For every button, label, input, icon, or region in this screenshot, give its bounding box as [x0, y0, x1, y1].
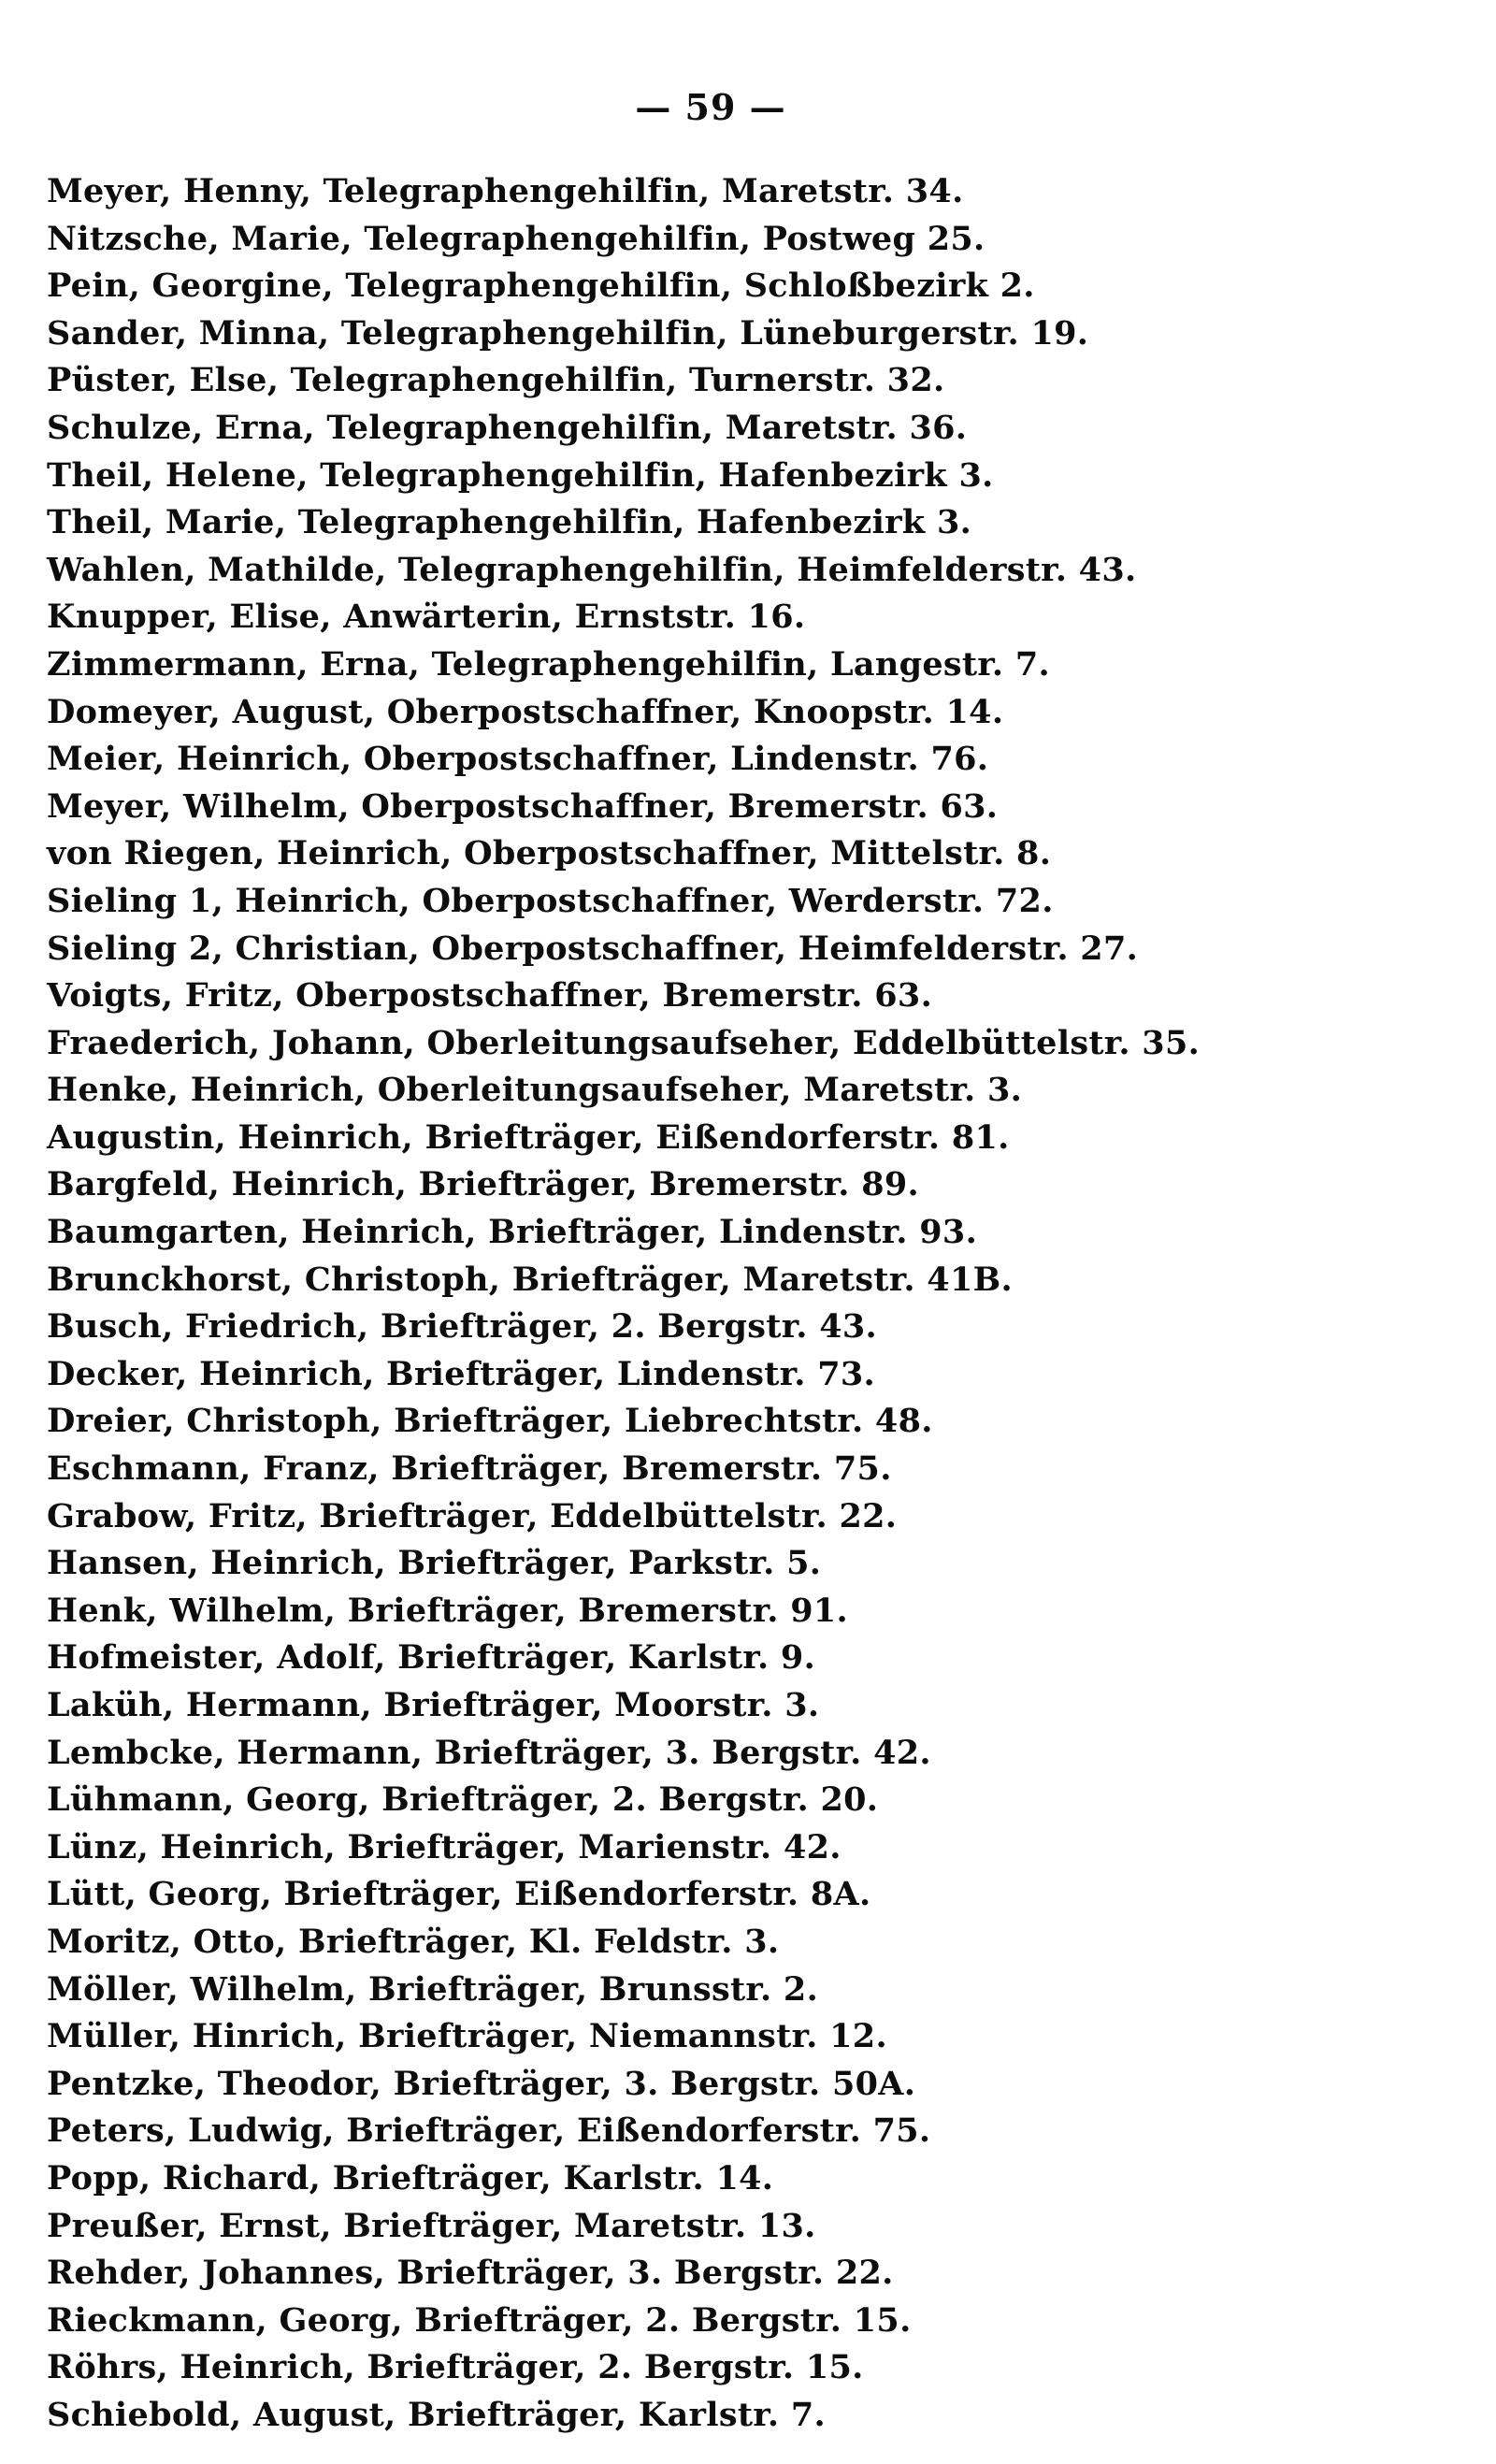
directory-entry: Schiebold, August, Briefträger, Karlstr. 7.	[47, 2395, 826, 2434]
directory-entry: Laküh, Hermann, Briefträger, Moorstr. 3.	[47, 1686, 820, 1724]
directory-entry: von Riegen, Heinrich, Oberpostschaffner, Mittelstr. 8.	[47, 834, 1052, 873]
directory-entry: Domeyer, August, Oberpostschaffner, Knoopstr. 14.	[47, 692, 1004, 731]
directory-entry: Lünz, Heinrich, Briefträger, Marienstr. 42.	[47, 1827, 842, 1866]
directory-entry: Meier, Heinrich, Oberpostschaffner, Lindenstr. 76.	[47, 740, 989, 779]
directory-entry: Schulze, Erna, Telegraphengehilfin, Maretstr. 36.	[47, 408, 968, 447]
directory-entry: Henk, Wilhelm, Briefträger, Bremerstr. 91.	[47, 1591, 849, 1630]
directory-entry: Voigts, Fritz, Oberpostschaffner, Bremerstr. 63.	[47, 976, 933, 1016]
directory-entry: Moritz, Otto, Briefträger, Kl. Feldstr. 3.	[47, 1922, 780, 1961]
directory-entry: Knupper, Elise, Anwärterin, Ernststr. 16.	[47, 598, 806, 637]
directory-entry: Grabow, Fritz, Briefträger, Eddelbüttelstr. 22.	[47, 1496, 898, 1535]
directory-entry: Hansen, Heinrich, Briefträger, Parkstr. 5.	[47, 1544, 822, 1583]
directory-entry: Sieling 2, Christian, Oberpostschaffner, Heimfelderstr. 27.	[47, 929, 1139, 968]
directory-entry: Decker, Heinrich, Briefträger, Lindenstr. 73.	[47, 1354, 875, 1393]
directory-entry: Busch, Friedrich, Briefträger, 2. Bergstr. 43.	[47, 1307, 878, 1347]
directory-entry: Müller, Hinrich, Briefträger, Niemannstr. 12.	[47, 2017, 887, 2056]
directory-entry: Lembcke, Hermann, Briefträger, 3. Bergstr. 42.	[47, 1733, 931, 1772]
directory-entry: Meyer, Wilhelm, Oberpostschaffner, Bremerstr. 63.	[47, 786, 999, 826]
directory-entry: Baumgarten, Heinrich, Briefträger, Lindenstr. 93.	[47, 1213, 978, 1252]
directory-entry: Augustin, Heinrich, Briefträger, Eißendorferstr. 81.	[47, 1117, 1010, 1157]
directory-entry: Pein, Georgine, Telegraphengehilfin, Schloßbezirk 2.	[47, 267, 1035, 306]
directory-entry: Möller, Wilhelm, Briefträger, Brunsstr. 2.	[47, 1969, 819, 2009]
directory-entry: Eschmann, Franz, Briefträger, Bremerstr. 75.	[47, 1449, 892, 1489]
page-number: — 59 —	[635, 86, 786, 128]
directory-entry: Preußer, Ernst, Briefträger, Maretstr. 13.	[47, 2206, 816, 2245]
directory-entry: Rieckmann, Georg, Briefträger, 2. Bergstr. 15.	[47, 2300, 912, 2340]
directory-entry: Lühmann, Georg, Briefträger, 2. Bergstr. 20.	[47, 1780, 879, 1820]
directory-entry: Popp, Richard, Briefträger, Karlstr. 14.	[47, 2158, 774, 2197]
directory-entry: Nitzsche, Marie, Telegraphengehilfin, Postweg 25.	[47, 219, 985, 258]
directory-entry: Lütt, Georg, Briefträger, Eißendorferstr. 8A.	[47, 1875, 871, 1914]
directory-entry: Püster, Else, Telegraphengehilfin, Turnerstr. 32.	[47, 361, 945, 400]
directory-entry: Theil, Helene, Telegraphengehilfin, Hafenbezirk 3.	[47, 455, 994, 495]
directory-entry: Zimmermann, Erna, Telegraphengehilfin, Langestr. 7.	[47, 644, 1051, 684]
directory-entry: Bargfeld, Heinrich, Briefträger, Bremerstr. 89.	[47, 1165, 920, 1204]
directory-entry: Meyer, Henny, Telegraphengehilfin, Maretstr. 34.	[47, 172, 964, 210]
directory-entry: Brunckhorst, Christoph, Briefträger, Maretstr. 41B.	[47, 1260, 1013, 1299]
directory-list	[47, 168, 1468, 2440]
directory-entry: Hofmeister, Adolf, Briefträger, Karlstr. 9.	[47, 1638, 816, 1678]
directory-entry: Sander, Minna, Telegraphengehilfin, Lüneburgerstr. 19.	[47, 313, 1089, 353]
directory-entry: Fraederich, Johann, Oberleitungsaufseher, Eddelbüttelstr. 35.	[47, 1023, 1201, 1062]
directory-entry: Röhrs, Heinrich, Briefträger, 2. Bergstr. 15.	[47, 2348, 864, 2387]
directory-entry: Dreier, Christoph, Briefträger, Liebrechtstr. 48.	[47, 1402, 933, 1441]
directory-entry: Peters, Ludwig, Briefträger, Eißendorferstr. 75.	[47, 2111, 931, 2151]
directory-entry: Pentzke, Theodor, Briefträger, 3. Bergstr. 50A.	[47, 2064, 916, 2103]
directory-entry: Theil, Marie, Telegraphengehilfin, Hafenbezirk 3.	[47, 503, 972, 542]
directory-entry: Rehder, Johannes, Briefträger, 3. Bergstr. 22.	[47, 2254, 894, 2293]
directory-entry: Henke, Heinrich, Oberleitungsaufseher, Maretstr. 3.	[47, 1071, 1023, 1110]
directory-entry: Wahlen, Mathilde, Telegraphengehilfin, Heimfelderstr. 43.	[47, 550, 1137, 589]
directory-entry: Sieling 1, Heinrich, Oberpostschaffner, Werderstr. 72.	[47, 881, 1054, 920]
